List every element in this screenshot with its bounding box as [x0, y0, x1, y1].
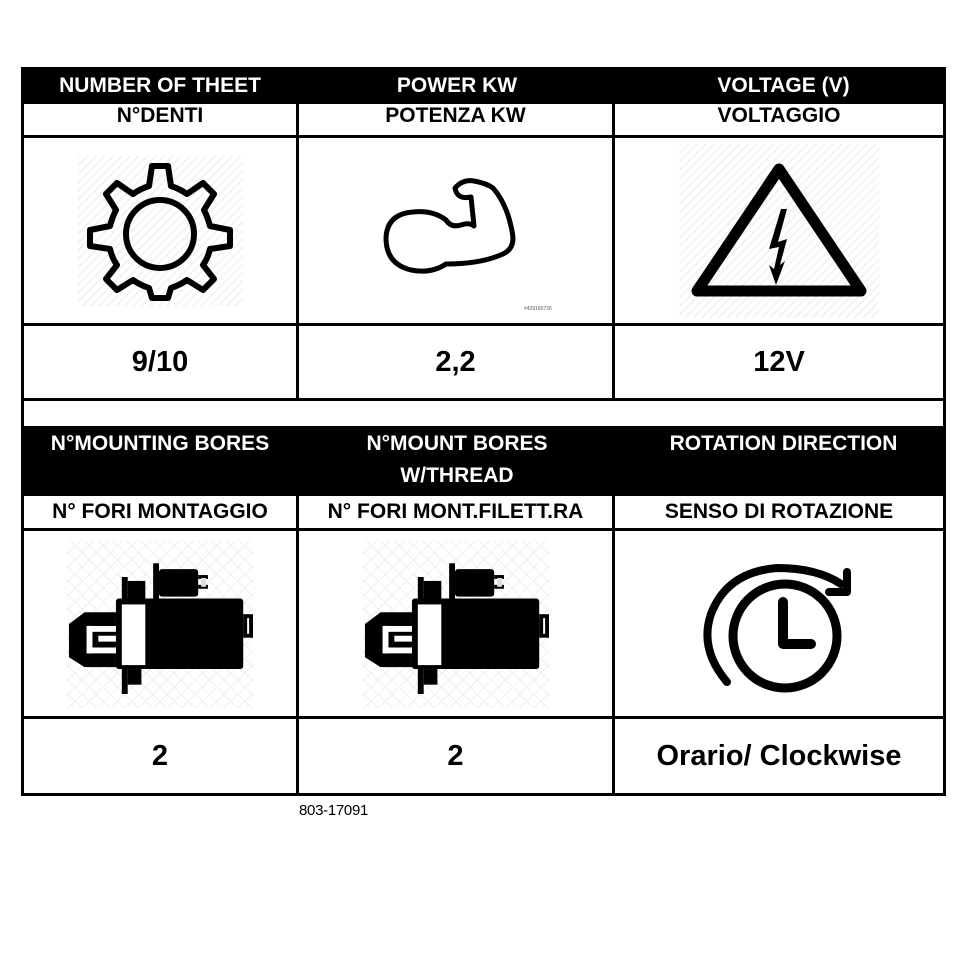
- starter-motor-cell-1: [24, 531, 296, 716]
- value-mount-bores-thread: 2: [296, 719, 612, 793]
- spec-table-bottom: [21, 426, 946, 796]
- value-voltage: 12V: [612, 326, 943, 398]
- value-rotation-direction: Orario/ Clockwise: [612, 719, 943, 793]
- image-watermark-id: #429160726: [524, 306, 552, 312]
- header-number-of-teeth: NUMBER OF THEET: [59, 74, 261, 97]
- header-mounting-bores: N°MOUNTING BORES: [50, 432, 270, 455]
- label-senso-rotazione: SENSO DI ROTAZIONE: [612, 496, 943, 528]
- label-n-denti: N°DENTI: [116, 104, 204, 127]
- value-row-top: [24, 326, 943, 401]
- starter-motor-icon: [67, 554, 253, 694]
- header-voltage: VOLTAGE (V): [717, 74, 850, 97]
- value-power-kw: 2,2: [296, 326, 612, 398]
- header-mount-bores-thread: N°MOUNT BORES W/THREAD: [366, 432, 548, 487]
- gear-icon: [78, 156, 242, 306]
- label-fori-mont-filetti: N° FORI MONT.FILETT.RA: [296, 496, 612, 528]
- starter-motor-cell-2: [296, 531, 612, 716]
- spacer-row: [24, 401, 943, 426]
- label-voltaggio: VOLTAGGIO: [612, 104, 943, 135]
- voltage-cell: [612, 138, 943, 323]
- value-number-of-teeth: 9/10: [131, 345, 189, 378]
- header-power-kw: POWER KW: [396, 74, 518, 97]
- spec-table-top: [21, 67, 946, 426]
- bicep-cell: [296, 138, 612, 323]
- header-rotation-direction: ROTATION DIRECTION: [669, 432, 898, 455]
- flexed-bicep-icon: [381, 176, 531, 286]
- rotation-cell: [612, 531, 943, 716]
- header-row-it: [24, 104, 943, 138]
- icon-row-bottom: [24, 531, 943, 719]
- value-row-bottom: [24, 719, 943, 796]
- label-fori-montaggio: N° FORI MONTAGGIO: [52, 500, 268, 523]
- starter-motor-icon: [363, 554, 549, 694]
- gear-cell: [24, 138, 296, 323]
- header-row-en-bottom: [24, 426, 943, 496]
- header-row-en: [24, 70, 943, 104]
- label-potenza-kw: POTENZA KW: [296, 104, 612, 135]
- header-row-it-bottom: [24, 496, 943, 531]
- spec-sheet: [21, 67, 946, 796]
- icon-row-top: [24, 138, 943, 326]
- value-mounting-bores: 2: [151, 739, 169, 772]
- part-number: 803-17091: [299, 802, 369, 819]
- clockwise-rotation-clock-icon: [699, 554, 859, 694]
- high-voltage-warning-icon: [689, 161, 869, 301]
